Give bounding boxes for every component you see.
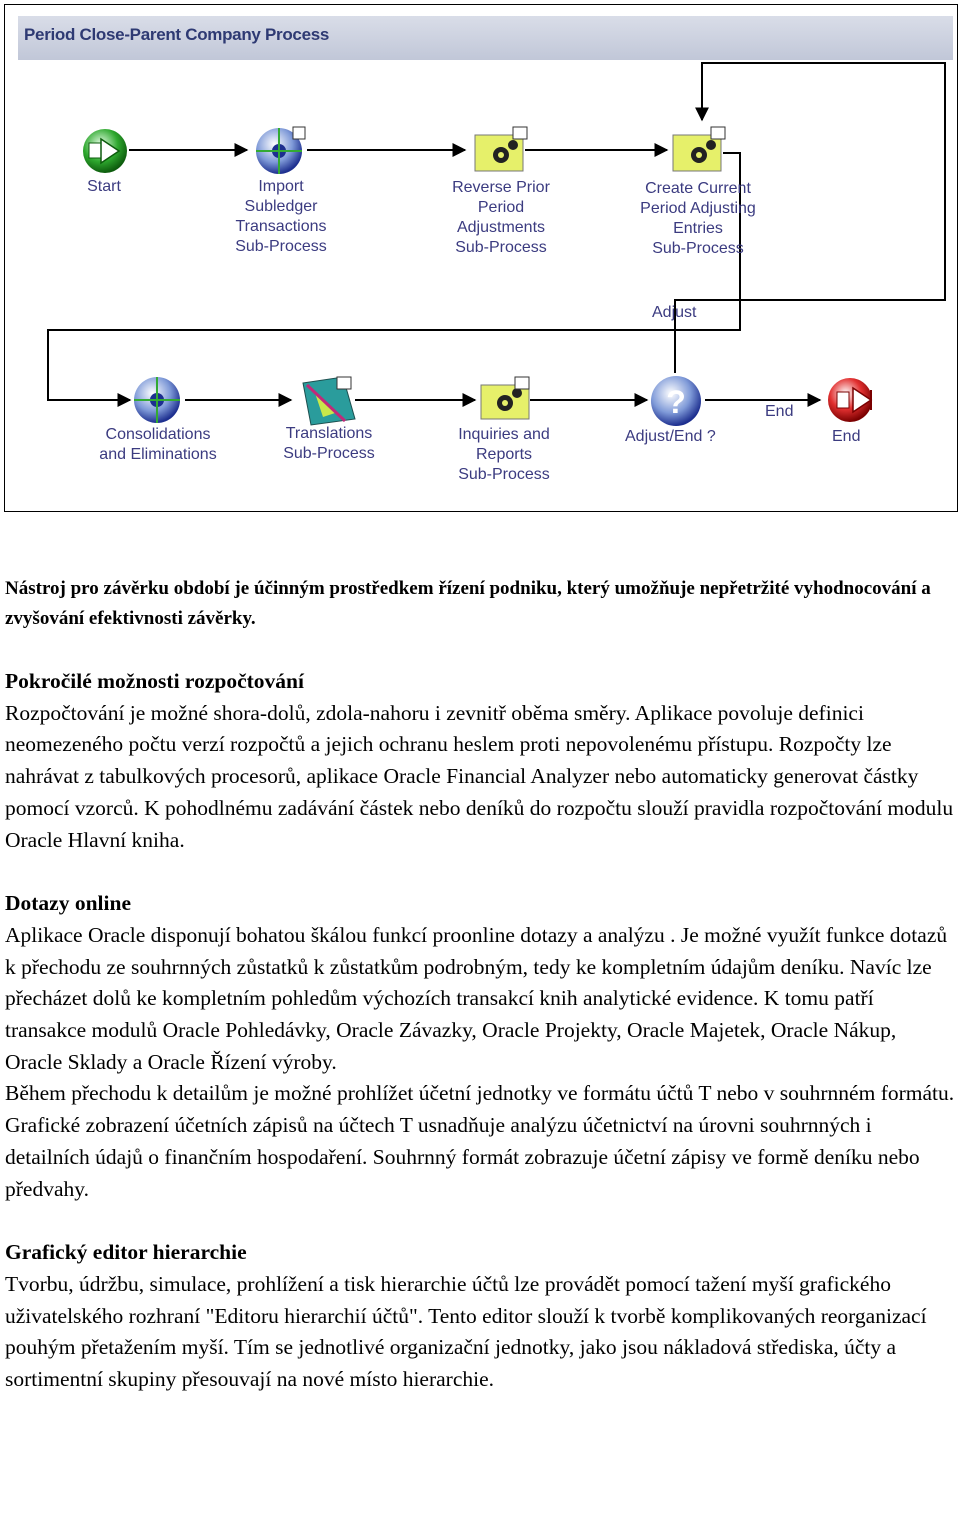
end-icon	[828, 378, 872, 422]
section-body-online-queries: Aplikace Oracle disponují bohatou škálou funkcí proonline dotazy a analýzu . Je možné využít funkce dotazů k přechodu ze souhrnných zůstatků k zůstatkům podrobným, tedy ke kompletním údajům deníku. Navíc lze přecházet dolů ke kompletním pohledům výchozích transakcí knih analytické evidence. K tomu patří transakce modulů Oracle Pohledávky, Oracle Závazky, Oracle Projekty, Oracle Majetek, Oracle Nákup, Oracle Sklady a Oracle Řízení výroby.	[5, 922, 948, 1074]
translations-icon	[303, 377, 355, 425]
section-heading-budgeting: Pokročilé možnosti rozpočtování	[5, 669, 304, 693]
inquiries-label: Inquiries and Reports Sub-Process	[458, 426, 550, 483]
section-heading-online-queries: Dotazy online	[5, 891, 132, 916]
document-body	[5, 574, 957, 1396]
create-gear-icon	[673, 127, 725, 171]
section-body-online-queries-2: Během přechodu k detailům je možné prohlížet účetní jednotky ve formátu účtů T nebo v souhrnném formátu. Grafické zobrazení účetních zápisů na účtech T usnadňuje analýzu účetnictví na úrovni souhrnných i detailních údajů o finančním hospodaření. Souhrnný formát zobrazuje účetní zápisy ve formě deníku nebo předvahy.	[5, 1081, 955, 1201]
consolidations-label: Consolidations and Eliminations	[99, 426, 217, 463]
adjust-edge-label: Adjust	[652, 304, 697, 321]
section-body-budgeting: Rozpočtování je možné shora-dolů, zdola-nahoru i zevnitř oběma směry. Aplikace povoluje definici neomezeného počtu verzí rozpočtů a jejich ochranu heslem proti nepovolenému přístupu. Rozpočty lze nahrávat z tabulkových procesorů, aplikace Oracle Financial Analyzer nebo automaticky generovat částky pomocí vzorců. K pohodlnému zadávání částek nebo deníků do rozpočtu slouží pravidla rozpočtování modulu Oracle Hlavní kniha.	[5, 700, 954, 852]
consolidations-subprocess-icon	[134, 377, 180, 423]
diagram-title: Period Close-Parent Company Process	[24, 25, 330, 44]
import-label: Import Subledger Transactions Sub-Process	[235, 178, 327, 255]
reverse-gear-icon	[475, 127, 527, 171]
process-diagram	[4, 4, 958, 512]
translations-label: Translations Sub-Process	[283, 425, 375, 462]
start-icon	[83, 129, 127, 173]
adjust-end-label: Adjust/End ?	[625, 428, 716, 445]
svg-text:?: ?	[666, 384, 686, 420]
start-label: Start	[87, 178, 121, 195]
create-label: Create Current Period Adjusting Entries Sub-Process	[640, 180, 756, 257]
reverse-label: Reverse Prior Period Adjustments Sub-Process	[452, 179, 550, 256]
import-subprocess-icon	[256, 127, 305, 174]
end-edge-label: End	[765, 403, 794, 420]
intro-paragraph: Nástroj pro závěrku období je účinným prostředkem řízení podniku, který umožňuje nepřetržité vyhodnocování a zvyšování efektivnosti závěrky.	[5, 578, 931, 629]
end-label: End	[832, 428, 861, 445]
section-heading-hierarchy-editor: Grafický editor hierarchie	[5, 1240, 247, 1265]
inquiries-gear-icon	[481, 377, 529, 419]
question-decision-icon	[651, 376, 701, 426]
section-body-hierarchy-editor: Tvorbu, údržbu, simulace, prohlížení a tisk hierarchie účtů lze provádět pomocí tažení myší grafického uživatelského rozhraní "Editoru hierarchií účtů". Tento editor slouží k tvorbě komplikovaných reorganizací pouhým přetažením myší. Tím se jednotlivé organizační jednotky, jako jsou nákladová střediska, účty a sortimentní skupiny přesouvají na nové místo hierarchie.	[5, 1271, 927, 1392]
